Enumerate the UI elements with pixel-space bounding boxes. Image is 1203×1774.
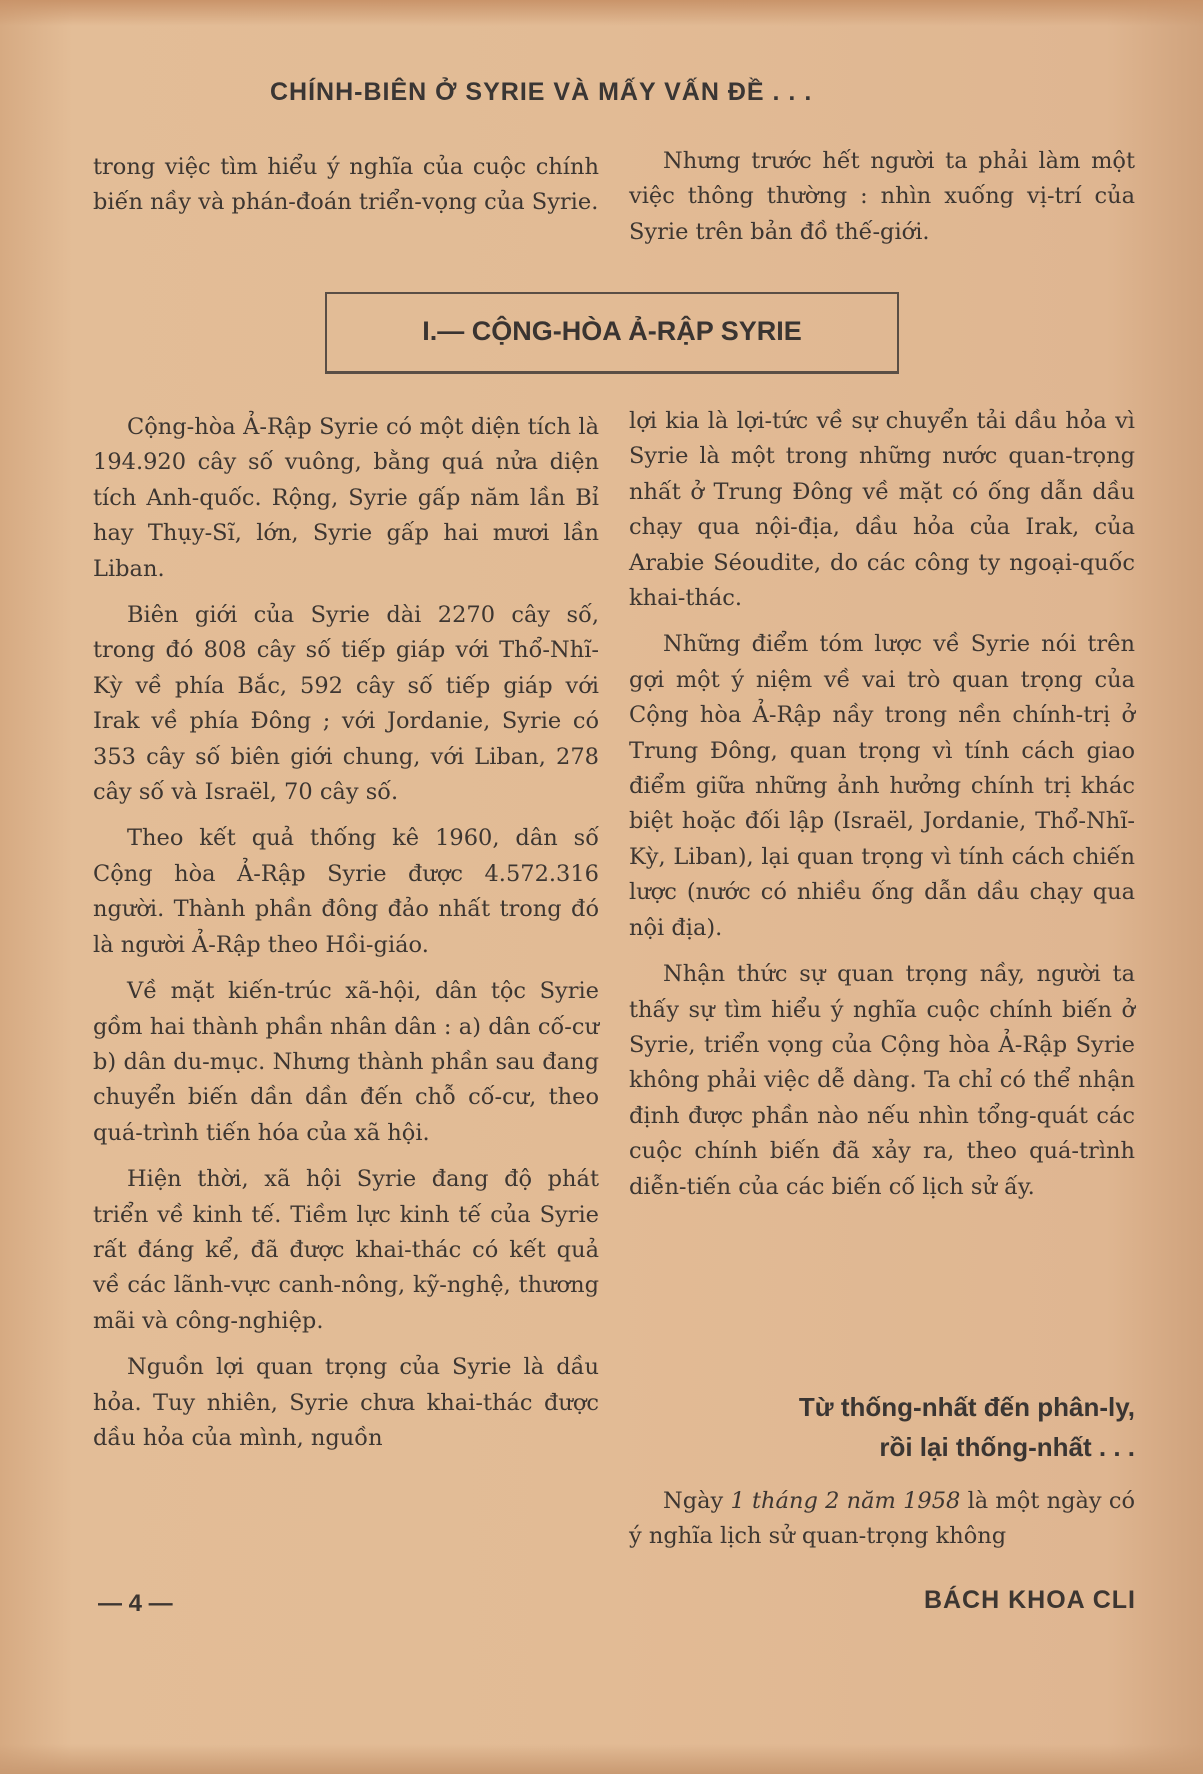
left-paragraph: Nguồn lợi quan trọng của Syrie là dầu hỏa. Tuy nhiên, Syrie chưa khai-thác được dầu hỏa của mình, nguồn: [93, 1354, 599, 1451]
page-number: — 4 —: [98, 1590, 173, 1617]
footer-publication-title: BÁCH KHOA CLI: [923, 1586, 1136, 1614]
subheading-line-2: rồi lại thống-nhất . . .: [879, 1432, 1135, 1462]
right-paragraph: Nhận thức sự quan trọng nầy, người ta thấy sự tìm hiểu ý nghĩa cuộc chính biến ở Syrie, triển vọng của Cộng hòa Ả-Rập Syrie không phải việc dễ dàng. Ta chỉ có thể nhận định được phần nào nếu nhìn tổng-quát các cuộc chính biến đã xảy ra, theo quá-trình diễn-tiến của các biến cố lịch sử ấy.: [629, 961, 1135, 1200]
final-paragraph: [629, 1484, 1135, 1555]
right-paragraph: Những điểm tóm lược về Syrie nói trên gợi một ý niệm về vai trò quan trọng của Cộng hòa Ả-Rập nầy trong nền chính-trị ở Trung Đông, quan trọng vì tính cách giao điểm giữa những ảnh hưởng chính trị khác biệt hoặc đối lập (Israël, Jordanie, Thổ-Nhĩ-Kỳ, Liban), lại quan trọng vì tính cách chiến lược (nước có nhiều ống dẫn dầu chạy qua nội địa).: [629, 631, 1135, 941]
top-right-column: [629, 144, 1135, 261]
running-head: CHÍNH-BIÊN Ở SYRIE VÀ MẤY VẤN ĐỀ . . .: [270, 78, 813, 106]
subheading-line-1: Từ thống-nhất đến phân-ly,: [798, 1392, 1135, 1422]
top-left-column: [93, 150, 599, 232]
left-paragraph: Về mặt kiến-trúc xã-hội, dân tộc Syrie gồm hai thành phần nhân dân : a) dân cố-cư b) dân du-mục. Nhưng thành phần sau đang chuyển biến dần dần đến chỗ cố-cư, theo quá-trình tiến hóa của xã hội.: [93, 978, 599, 1146]
top-right-paragraph: Nhưng trước hết người ta phải làm một việc thông thường : nhìn xuống vị-trí của Syrie trên bản đồ thế-giới.: [629, 148, 1135, 245]
left-column: [93, 410, 599, 1467]
top-left-paragraph: trong việc tìm hiểu ý nghĩa của cuộc chính biến nầy và phán-đoán triển-vọng của Syrie.: [93, 154, 599, 216]
final-paragraph-column: [629, 1484, 1135, 1566]
section-title: I.— CỘNG-HÒA Ả-RẬP SYRIE: [422, 316, 802, 346]
left-paragraph: Hiện thời, xã hội Syrie đang độ phát triển về kinh tế. Tiềm lực kinh tế của Syrie rất đáng kể, đã được khai-thác có kết quả về các lãnh-vực canh-nông, kỹ-nghệ, thương mãi và công-nghiệp.: [93, 1166, 599, 1334]
page-edge-bottom: [0, 1744, 1203, 1774]
left-paragraph: Theo kết quả thống kê 1960, dân số Cộng hòa Ả-Rập Syrie được 4.572.316 người. Thành phần đông đảo nhất trong đó là người Ả-Rập theo Hồi-giáo.: [93, 825, 599, 958]
final-paragraph-suffix: là một ngày có ý nghĩa lịch sử quan-trọng không: [629, 1488, 1135, 1550]
page-edge-top: [0, 0, 1203, 26]
right-paragraph: lợi kia là lợi-tức về sự chuyển tải dầu hỏa vì Syrie là một trong những nước quan-trọng nhất ở Trung Đông về mặt có ống dẫn dầu chạy qua nội-địa, dầu hỏa của Irak, của Arabie Séoudite, do các công ty ngoại-quốc khai-thác.: [629, 408, 1135, 612]
right-column: [629, 404, 1135, 1216]
final-paragraph-prefix: Ngày: [663, 1488, 731, 1514]
left-paragraph: Cộng-hòa Ả-Rập Syrie có một diện tích là 194.920 cây số vuông, bằng quá nửa diện tích Anh-quốc. Rộng, Syrie gấp năm lần Bỉ hay Thụy-Sĩ, lớn, Syrie gấp hai mươi lần Liban.: [93, 414, 599, 582]
final-paragraph-date: 1 tháng 2 năm 1958: [730, 1488, 961, 1514]
section-heading-box: [325, 292, 899, 374]
left-paragraph: Biên giới của Syrie dài 2270 cây số, trong đó 808 cây số tiếp giáp với Thổ-Nhĩ-Kỳ về phía Bắc, 592 cây số tiếp giáp với Irak về phía Đông ; với Jordanie, Syrie có 353 cây số biên giới chung, với Liban, 278 cây số và Israël, 70 cây số.: [93, 602, 599, 806]
